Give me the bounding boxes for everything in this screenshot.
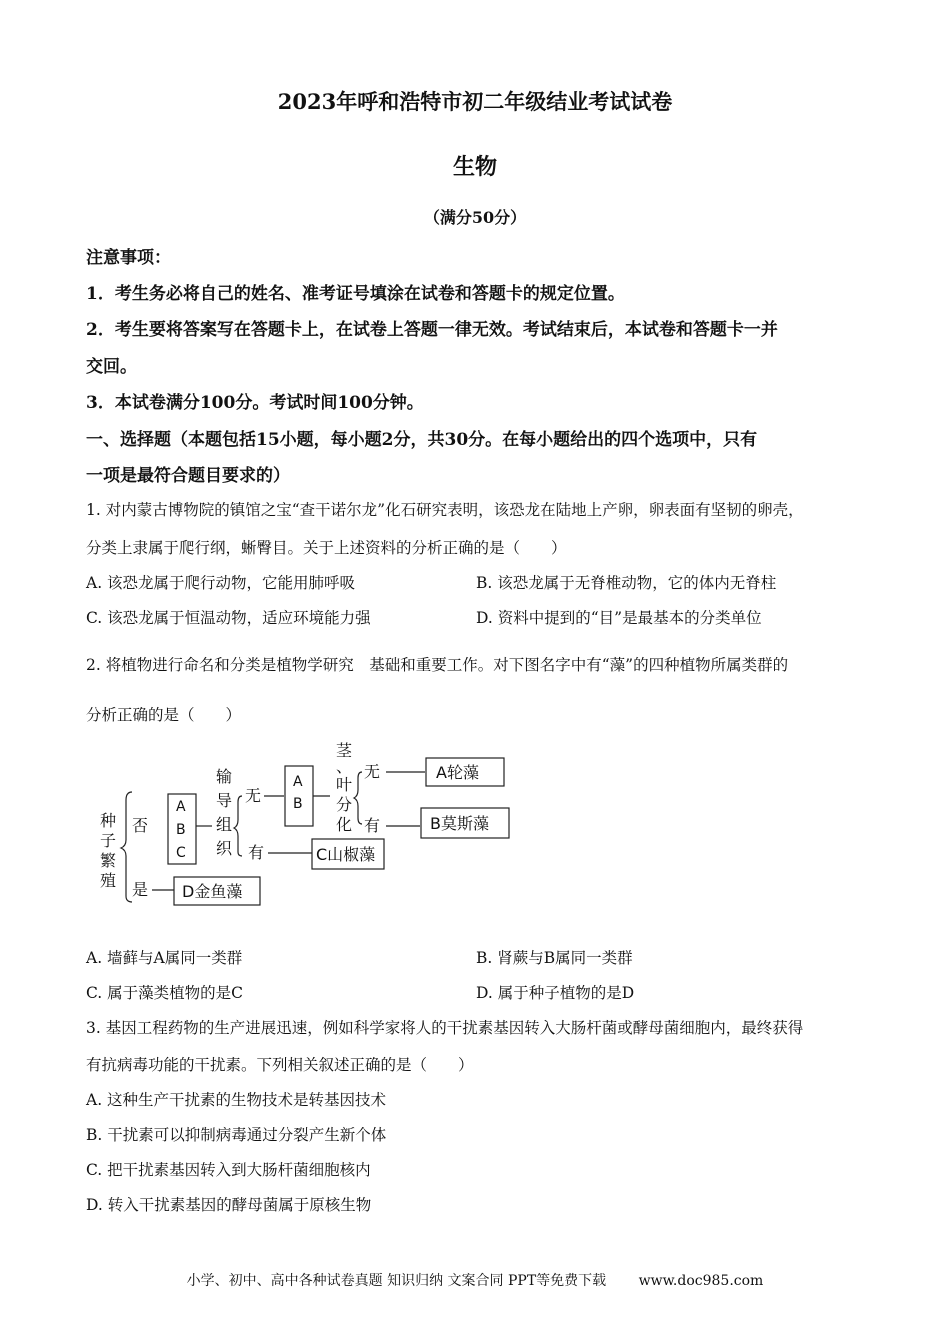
q2-option-c: C. 属于藻类植物的是C — [86, 984, 244, 1002]
notice-item-2: 2．考生要将答案写在答题卡上，在试卷上答题一律无效。考试结束后，本试卷和答题卡一并 — [86, 320, 778, 340]
diagram-transport-char-2: 导 — [216, 791, 233, 810]
diagram-seed-char-2: 子 — [100, 831, 117, 850]
diagram-stem-char-5: 化 — [336, 815, 353, 834]
diagram-abc-a: A — [176, 799, 186, 815]
q2-option-d: D. 属于种子植物的是D — [476, 984, 635, 1002]
diagram-stem-char-2: 、 — [336, 757, 353, 776]
diagram-stem-with-label: 有 — [364, 816, 381, 835]
diagram-seed-char-4: 殖 — [100, 871, 117, 890]
q1-option-a: A. 该恐龙属于爬行动物，它能用肺呼吸 — [86, 574, 356, 592]
notice-heading: 注意事项： — [86, 248, 171, 268]
diagram-ab-b: B — [293, 796, 303, 812]
section-heading-cont: 一项是最符合题目要求的） — [86, 466, 290, 486]
diagram-seed-char-3: 繁 — [100, 851, 117, 870]
diagram-stem-char-4: 分 — [336, 795, 353, 814]
q3-option-c: C. 把干扰素基因转入到大肠杆菌细胞核内 — [86, 1161, 371, 1179]
diagram-box-b-label: B莫斯藻 — [430, 814, 489, 833]
q1-stem: 1. 对内蒙古博物院的镇馆之宝“查干诺尔龙”化石研究表明，该恐龙在陆地上产卵，卵表面有坚韧的卵壳， — [86, 501, 804, 519]
notice-item-1: 1．考生务必将自己的姓名、准考证号填涂在试卷和答题卡的规定位置。 — [86, 284, 625, 304]
diagram-abc-c: C — [176, 845, 186, 861]
full-score: （满分50分） — [423, 208, 527, 227]
q2-option-a: A. 墙藓与A属同一类群 — [86, 949, 243, 967]
footer-text: 小学、初中、高中各种试卷真题 知识归纳 文案合同 PPT等免费下载 — [186, 1273, 607, 1289]
footer-link[interactable]: www.doc985.com — [638, 1273, 764, 1289]
section-heading: 一、选择题（本题包括15小题，每小题2分，共30分。在每小题给出的四个选项中，只有 — [86, 430, 758, 450]
diagram-without-label: 无 — [245, 786, 262, 805]
footer — [0, 1270, 950, 1290]
diagram-ab-a: A — [293, 774, 303, 790]
q1-option-c: C. 该恐龙属于恒温动物，适应环境能力强 — [86, 609, 371, 627]
diagram-stem-char-3: 叶 — [336, 775, 353, 794]
notice-item-3: 3．本试卷满分100分。考试时间100分钟。 — [86, 393, 424, 413]
diagram-box-a-label: A轮藻 — [436, 763, 479, 782]
notice-item-2-cont: 交回。 — [86, 357, 137, 377]
diagram-stem-char-1: 茎 — [336, 741, 353, 760]
q3-stem-cont: 有抗病毒功能的干扰素。下列相关叙述正确的是（ ） — [86, 1056, 474, 1074]
q1-stem-cont: 分类上隶属于爬行纲，蜥臀目。关于上述资料的分析正确的是（ ） — [86, 539, 567, 557]
diagram-box-d-label: D金鱼藻 — [182, 882, 243, 901]
diagram-stem-without-label: 无 — [364, 762, 381, 781]
q3-option-d: D. 转入干扰素基因的酵母菌属于原核生物 — [86, 1196, 372, 1214]
q2-stem-cont: 分析正确的是（ ） — [86, 706, 242, 724]
q3-option-a: A. 这种生产干扰素的生物技术是转基因技术 — [86, 1091, 387, 1109]
diagram-yes-label: 是 — [132, 880, 149, 899]
diagram-seed-char-1: 种 — [100, 811, 117, 830]
diagram-transport-char-3: 组 — [216, 815, 233, 834]
q1-option-b: B. 该恐龙属于无脊椎动物，它的体内无脊柱 — [476, 574, 777, 592]
diagram-no-label: 否 — [132, 816, 149, 835]
diagram-with-label: 有 — [248, 843, 265, 862]
exam-subject: 生物 — [452, 154, 497, 180]
exam-title: 2023年呼和浩特市初二年级结业考试试卷 — [277, 89, 673, 114]
diagram-transport-char-1: 输 — [216, 767, 233, 786]
q2-stem: 2. 将植物进行命名和分类是植物学研究 基础和重要工作。对下图名字中有“藻”的四种植物所属类群的 — [86, 656, 789, 674]
q3-stem: 3. 基因工程药物的生产进展迅速，例如科学家将人的干扰素基因转入大肠杆菌或酵母菌细胞内，最终获得 — [86, 1019, 804, 1037]
diagram-transport-char-4: 织 — [216, 839, 233, 858]
diagram-abc-b: B — [176, 822, 186, 838]
q1-option-d: D. 资料中提到的“目”是最基本的分类单位 — [476, 609, 762, 627]
q2-option-b: B. 肾蕨与B属同一类群 — [476, 949, 633, 967]
q3-option-b: B. 干扰素可以抑制病毒通过分裂产生新个体 — [86, 1126, 387, 1144]
diagram-box-c-label: C山椒藻 — [316, 845, 376, 864]
